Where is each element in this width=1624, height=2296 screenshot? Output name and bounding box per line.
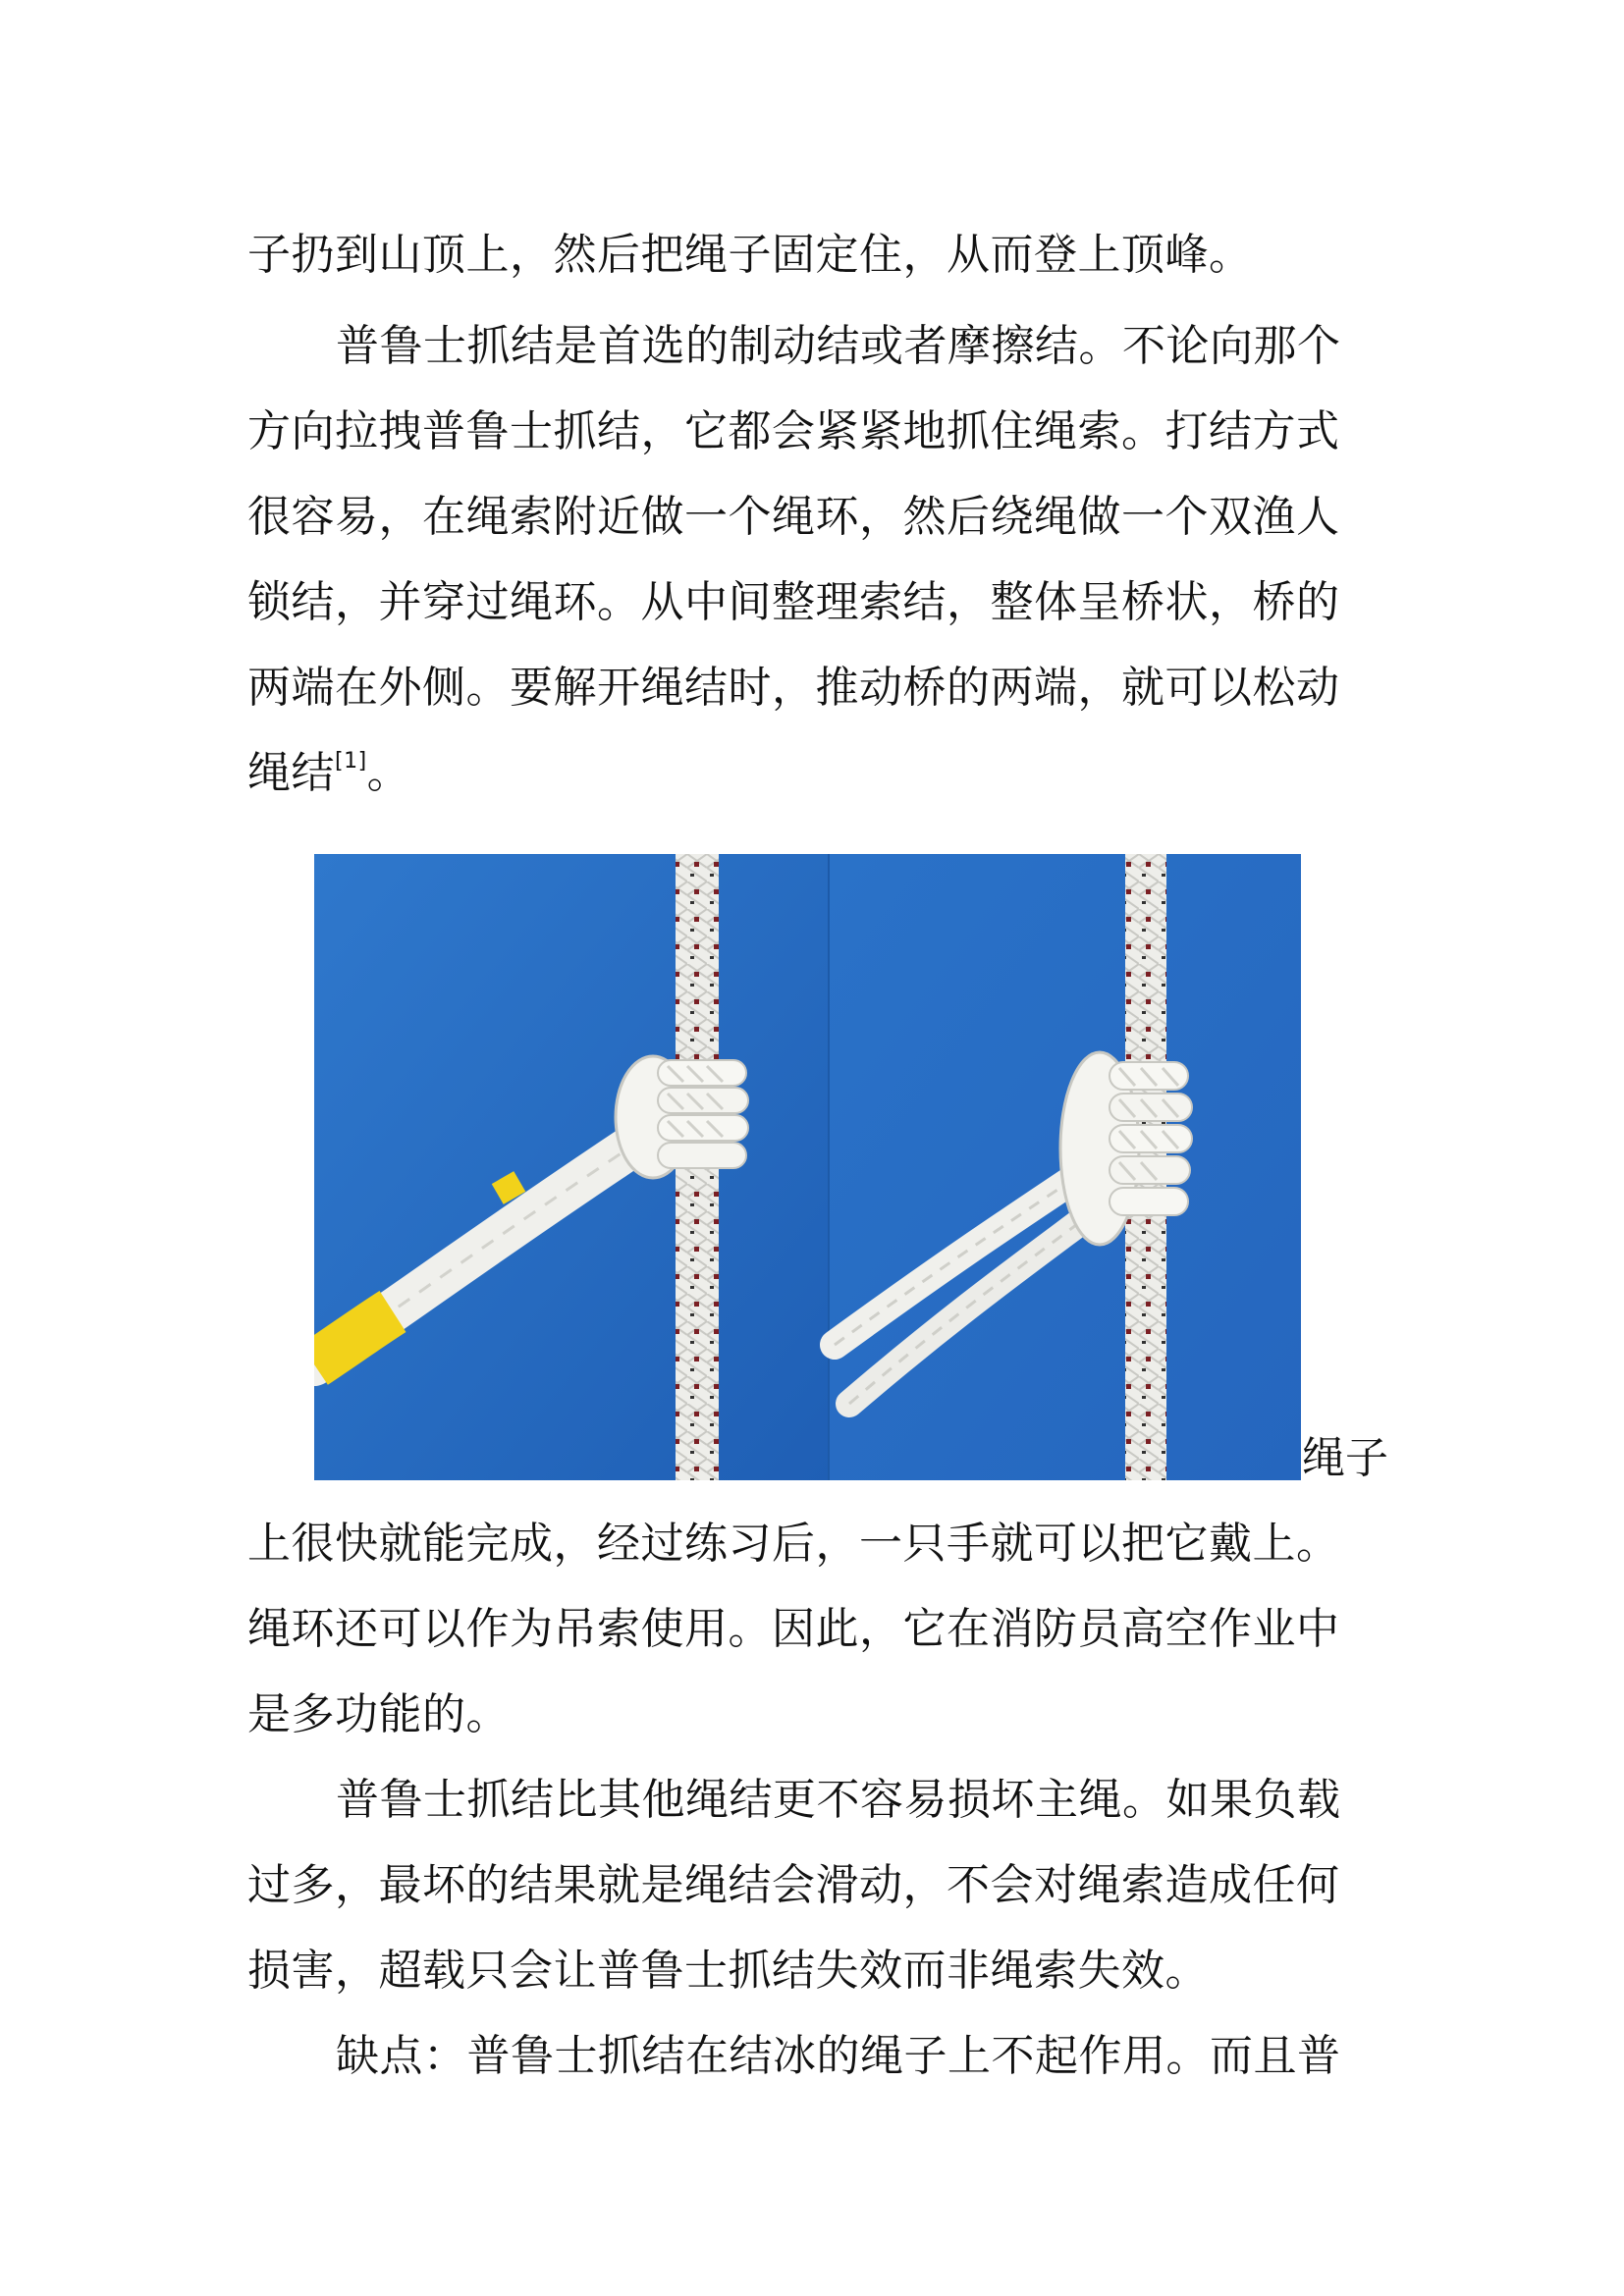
text-line: 缺点：普鲁士抓结在结冰的绳子上不起作用。而且普 [336,2031,1341,2081]
text-line-with-citation [247,744,1386,803]
text-line: 过多，最坏的结果就是绳结会滑动，不会对绳索造成任何 [247,1860,1340,1910]
text-line: 子扔到山顶上，然后把绳子固定住，从而登上顶峰。 [247,230,1253,280]
citation-link[interactable]: [1] [335,749,367,774]
text-line: 是多功能的。 [247,1689,510,1739]
knot-right [1060,1052,1192,1245]
text-span: 。 [366,748,411,798]
text-line: 普鲁士抓结是首选的制动结或者摩擦结。不论向那个 [336,321,1341,371]
text-line: 上很快就能完成，经过练习后，一只手就可以把它戴上。 [247,1519,1340,1569]
text-span: 绳结 [247,748,335,798]
text-line: 锁结，并穿过绳环。从中间整理索结，整体呈桥状，桥的 [247,577,1340,627]
knot-left [616,1056,748,1178]
knot-photo-illustration [314,854,1301,1480]
text-line: 损害，超载只会让普鲁士抓结失效而非绳索失效。 [247,1946,1209,1996]
text-line: 普鲁士抓结比其他绳结更不容易损坏主绳。如果负载 [336,1775,1341,1825]
prusik-knot-photo [314,854,1301,1480]
text-line: 方向拉拽普鲁士抓结，它都会紧紧地抓住绳索。打结方式 [247,406,1340,456]
text-line: 两端在外侧。要解开绳结时，推动桥的两端，就可以松动 [247,663,1340,713]
text-line: 绳环还可以作为吊索使用。因此，它在消防员高空作业中 [247,1604,1340,1654]
text-line: 绳子 [1302,1433,1388,1483]
text-line: 很容易，在绳索附近做一个绳环，然后绕绳做一个双渔人 [247,492,1340,542]
